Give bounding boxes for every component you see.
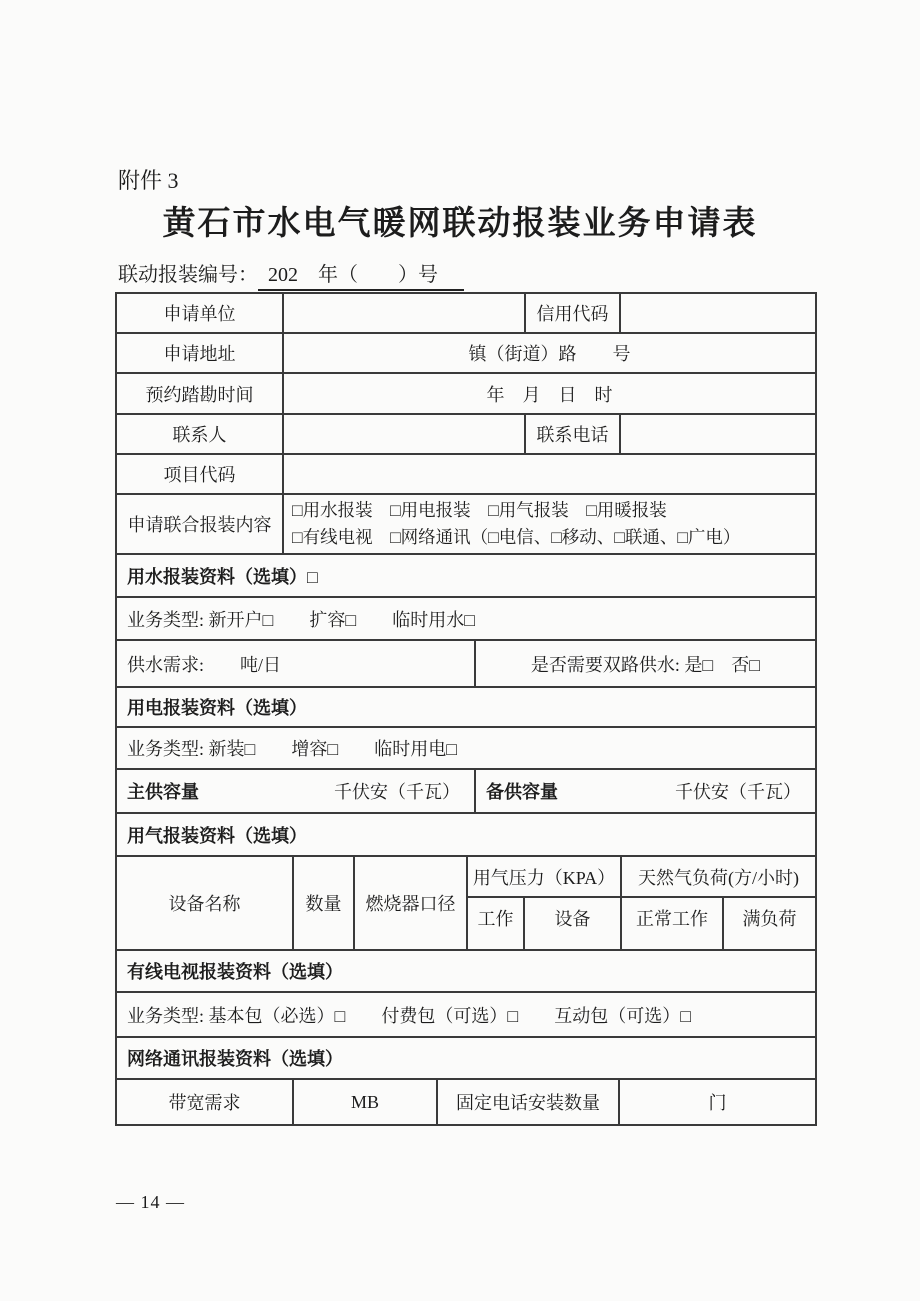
gas-burner-header: 燃烧器口径 (353, 857, 466, 949)
row-tv-section (117, 949, 815, 991)
row-tv-type (117, 991, 815, 1036)
applicant-label: 申请单位 (163, 304, 236, 324)
row-water-type (117, 596, 815, 639)
survey-time-label: 预约踏勘时间 (145, 384, 254, 405)
tv-section-header: 有线电视报装资料（选填） (127, 962, 343, 982)
elec-type-options: 业务类型: 新装□ 增容□ 临时用电□ (127, 739, 458, 759)
survey-time-value: 年 月 日 时 (282, 374, 815, 413)
joint-content-options (282, 495, 815, 553)
address-label: 申请地址 (163, 344, 236, 364)
row-gas-section (117, 812, 815, 855)
gas-pressure-header: 用气压力（KPA） (472, 867, 616, 888)
backup-capacity-cell (474, 770, 815, 812)
project-code-value-blank (282, 455, 815, 493)
water-dual-supply: 是否需要双路供水: 是□ 否□ (474, 641, 815, 686)
water-section-header: 用水报装资料（选填）□ (127, 566, 318, 587)
main-capacity-cell (117, 770, 474, 812)
gas-device-name-header: 设备名称 (168, 894, 241, 914)
row-joint-content (117, 493, 815, 553)
project-code-label: 项目代码 (163, 465, 236, 485)
serial-line (118, 258, 464, 291)
address-value: 镇（街道）路 号 (282, 334, 815, 372)
gas-sub-work: 工作 (477, 909, 514, 929)
application-form-table (115, 292, 817, 1126)
fixed-phone-unit: 门 (618, 1080, 815, 1124)
row-applicant (117, 294, 815, 332)
joint-options-line2: □有线电视 □网络通讯（□电信、□移动、□联通、□广电） (292, 527, 741, 547)
row-elec-type (117, 726, 815, 768)
row-capacity (117, 768, 815, 812)
row-project-code (117, 453, 815, 493)
gas-qty-header: 数量 (292, 857, 353, 949)
row-address (117, 332, 815, 372)
contact-label: 联系人 (172, 425, 227, 445)
gas-right-headers (466, 857, 815, 949)
row-bandwidth (117, 1078, 815, 1124)
applicant-value-blank (282, 294, 524, 332)
row-contact (117, 413, 815, 453)
bandwidth-label: 带宽需求 (168, 1093, 241, 1113)
row-gas-table-header (117, 855, 815, 949)
phone-label: 联系电话 (524, 415, 619, 453)
serial-label: 联动报装编号： (118, 264, 258, 286)
gas-sub-normal: 正常工作 (620, 898, 722, 949)
main-capacity-label: 主供容量 (127, 782, 199, 802)
row-water-section (117, 553, 815, 596)
row-survey-time (117, 372, 815, 413)
water-demand-label: 供水需求: 吨/日 (127, 654, 282, 675)
backup-capacity-label: 备供容量 (486, 782, 558, 802)
main-capacity-unit: 千伏安（千瓦） (334, 782, 460, 802)
joint-options-line1: □用水报装 □用电报装 □用气报装 □用暖报装 (292, 500, 667, 520)
row-elec-section (117, 686, 815, 726)
fixed-phone-label: 固定电话安装数量 (436, 1080, 618, 1124)
joint-content-label: 申请联合报装内容 (127, 515, 272, 535)
credit-code-value-blank (619, 294, 815, 332)
elec-section-header: 用电报装资料（选填） (127, 698, 307, 718)
page-title: 黄石市水电气暖网联动报装业务申请表 (162, 206, 758, 242)
water-type-options: 业务类型: 新开户□ 扩容□ 临时用水□ (127, 609, 476, 630)
row-water-demand (117, 639, 815, 686)
credit-code-label: 信用代码 (524, 294, 619, 332)
net-section-header: 网络通讯报装资料（选填） (127, 1049, 343, 1069)
row-net-section (117, 1036, 815, 1078)
gas-sub-full: 满负荷 (722, 898, 815, 949)
serial-value: 202 年（ ）号 (258, 258, 464, 291)
gas-sub-device: 设备 (523, 898, 620, 949)
gas-load-header: 天然气负荷(方/小时) (620, 857, 815, 896)
attachment-label: 附件 3 (118, 168, 179, 193)
gas-section-header: 用气报装资料（选填） (127, 825, 307, 846)
phone-value-blank (619, 415, 815, 453)
page-number: — 14 — (116, 1192, 185, 1212)
backup-capacity-unit: 千伏安（千瓦） (675, 782, 801, 802)
tv-type-options: 业务类型: 基本包（必选）□ 付费包（可选）□ 互动包（可选）□ (127, 1005, 692, 1026)
bandwidth-unit: MB (292, 1080, 436, 1124)
contact-value-blank (282, 415, 524, 453)
